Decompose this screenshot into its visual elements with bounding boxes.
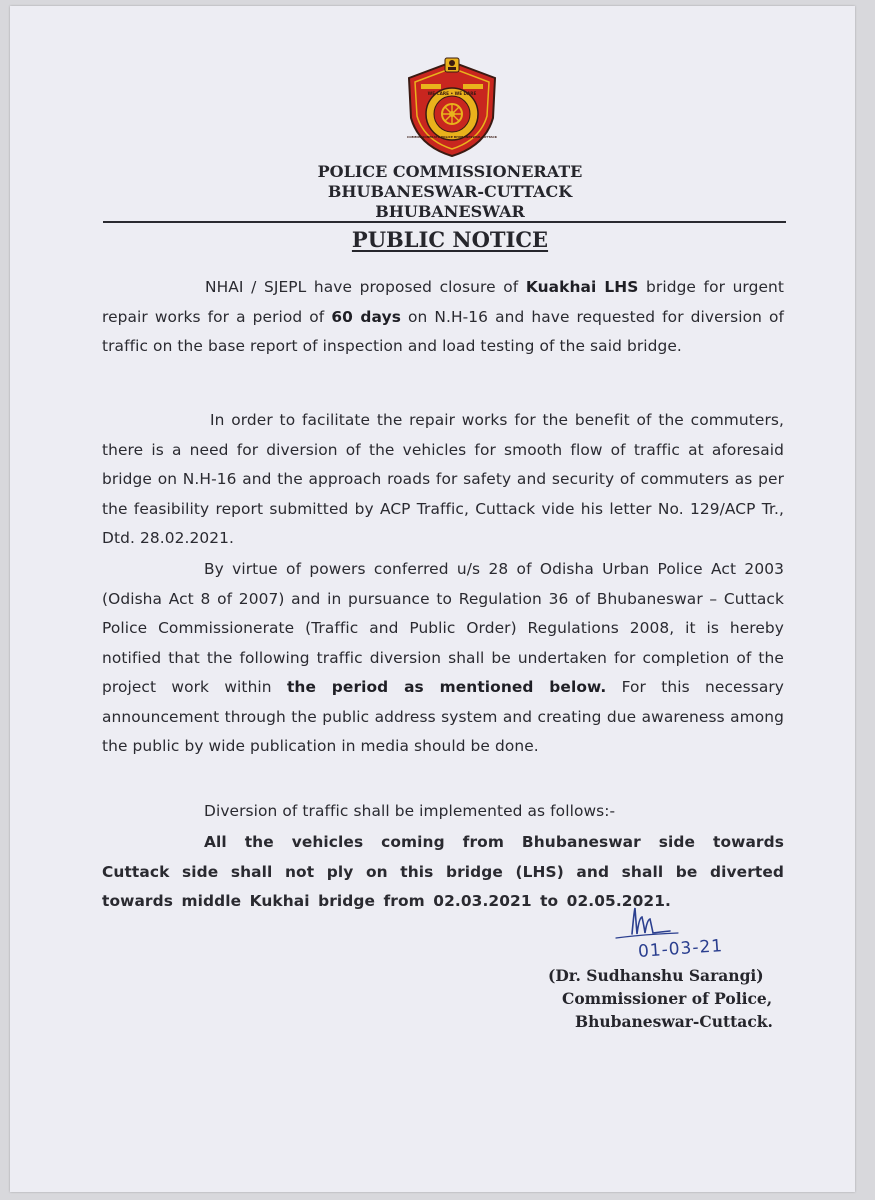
office-header	[200, 162, 700, 222]
police-emblem-logo	[405, 56, 499, 160]
header-line-2: BHUBANESWAR-CUTTACK	[327, 182, 573, 201]
signatory-name: (Dr. Sudhanshu Sarangi)	[548, 966, 764, 985]
header-line-1: POLICE COMMISSIONERATE	[317, 162, 583, 181]
paragraph-closure-proposal	[102, 273, 784, 362]
signatory-office: Bhubaneswar-Cuttack.	[575, 1012, 773, 1031]
para1-text-3: on N.H-16 and have requested for diversion of traffic on the base report of inspection and load testing of the said bridge.	[102, 307, 784, 355]
paragraph-diversion-order: All the vehicles coming from Bhubaneswar side towards Cuttack side shall not ply on this bridge (LHS) and shall be diverted towards middle Kukhai bridge from 02.03.2021 to 02.05.2021.	[102, 833, 784, 910]
signatory-designation: Commissioner of Police,	[562, 989, 773, 1008]
period-emphasis: the period as mentioned below.	[286, 678, 607, 696]
document-page	[10, 6, 855, 1192]
signature-date: 01-03-21	[637, 936, 724, 962]
paragraph-diversion-intro: Diversion of traffic shall be implemented as follows:-	[204, 802, 616, 820]
para3-text-2: For this necessary announcement through the public address system and creating due awareness among the public by wide publication in media should be done.	[102, 678, 784, 755]
paragraph-diversion-need: In order to facilitate the repair works for the benefit of the commuters, there is a need for diversion of the vehicles for smooth flow of traffic at aforesaid bridge on N.H-16 and the approach roads for safety and security of commuters as per the feasibility report submitted by ACP Traffic, Cuttack vide his letter No. 129/ACP Tr., Dtd. 28.02.2021.	[102, 411, 784, 547]
header-divider	[103, 221, 786, 223]
paragraph-legal-authority	[102, 555, 784, 762]
bridge-name: Kuakhai LHS	[525, 278, 639, 296]
notice-title: PUBLIC NOTICE	[351, 227, 549, 252]
para3-text-1: By virtue of powers conferred u/s 28 of Odisha Urban Police Act 2003 (Odisha Act 8 of 2007) and in pursuance to Regulation 36 of Bhubaneswar – Cuttack Police Commissionerate (Traffic and Public Order) Regulations 2008, it is hereby notified that the following traffic diversion shall be undertaken for completion of the project work within	[102, 560, 784, 696]
signatory-block	[548, 964, 788, 1033]
header-line-3: BHUBANESWAR	[375, 202, 525, 221]
svg-text:WE CARE • WE DARE: WE CARE • WE DARE	[427, 91, 477, 96]
svg-text:COMMISSIONERATE POLICE BHUBANE: COMMISSIONERATE POLICE BHUBANESWAR-CUTTACK	[407, 135, 497, 139]
para1-text-1: NHAI / SJEPL have proposed closure of	[205, 278, 526, 296]
closure-duration: 60 days	[331, 307, 401, 326]
para1-text-2: bridge for urgent repair works for a period of	[102, 278, 785, 326]
